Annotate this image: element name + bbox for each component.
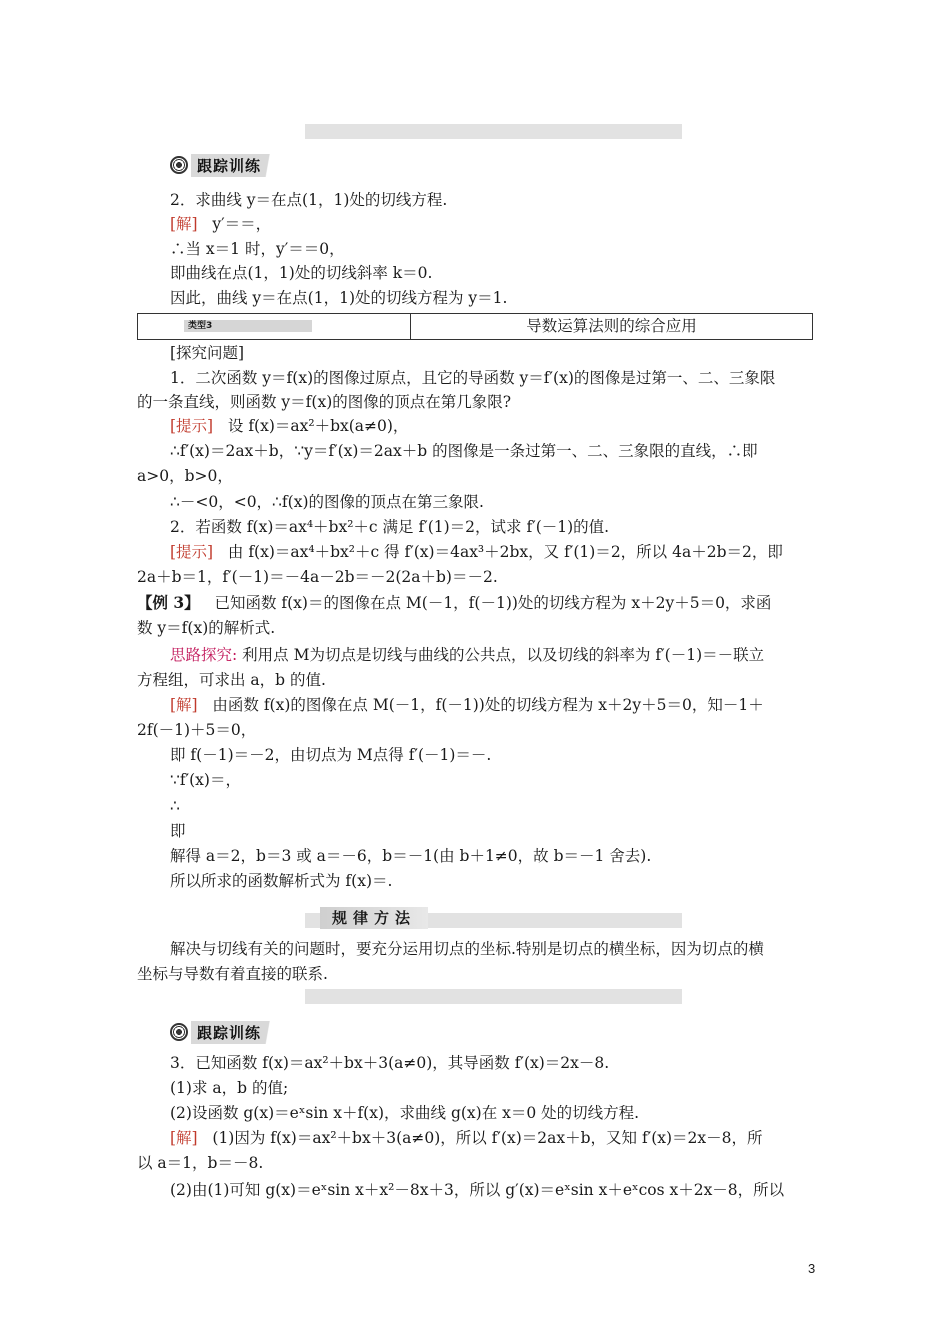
solution-line-1: [170, 213, 271, 235]
explore-q2: 2．若函数 f(x)＝ax⁴＋bx²＋c 满足 f′(1)＝2，试求 f′(－1)的值.: [170, 518, 610, 536]
think-line-1: [170, 644, 764, 666]
solution-line-4: 因此，曲线 y＝在点(1，1)处的切线方程为 y＝1.: [170, 289, 508, 307]
follow-up-badge-2: [170, 1021, 279, 1043]
think-label: 思路探究:: [170, 646, 238, 664]
solution-label: [解]: [170, 215, 198, 233]
question-3-part-2: (2)设函数 g(x)＝eˣsin x＋f(x)，求曲线 g(x)在 x＝0 处的切线方程.: [170, 1104, 640, 1122]
solution-text: y′＝＝，: [212, 215, 272, 233]
target-icon: [170, 1023, 188, 1041]
hint-label: [提示]: [170, 543, 214, 561]
example3-line-1: [137, 592, 771, 614]
divider-bar-top: [305, 124, 682, 139]
think-text: 利用点 M为切点是切线与曲线的公共点，以及切线的斜率为 f′(－1)＝－联立: [242, 646, 765, 664]
hint1-line-4: ∴－<0，<0，∴f(x)的图像的顶点在第三象限.: [170, 493, 484, 511]
question-3: 3．已知函数 f(x)＝ax²＋bx＋3(a≠0)，其导函数 f′(x)＝2x－8.: [170, 1054, 610, 1072]
rule-label: 规律方法: [320, 907, 428, 929]
example-solution-line-6: 即: [170, 822, 186, 840]
solution-line-2: ∴当 x＝1 时，y′＝＝0，: [170, 240, 345, 258]
example-solution-line-7: 解得 a＝2，b＝3 或 a＝－6，b＝－1(由 b＋1≠0，故 b＝－1 舍去).: [170, 847, 652, 865]
example-solution-line-8: 所以所求的函数解析式为 f(x)＝.: [170, 872, 393, 890]
type-title: 导数运算法则的综合应用: [526, 317, 697, 335]
target-icon: [170, 156, 188, 174]
hint1-line-2: ∴f′(x)＝2ax＋b，∵y＝f′(x)＝2ax＋b 的图像是一条过第一、二、三象限的直线，∴即: [170, 442, 758, 460]
page-number: 3: [808, 1261, 816, 1276]
type-tag: 类型3: [184, 320, 312, 332]
rule-text-2: 坐标与导数有着直接的联系.: [137, 965, 328, 983]
example-solution-line-3: 即 f(－1)＝－2，由切点为 M点得 f′(－1)＝－.: [170, 746, 492, 764]
example-text: 已知函数 f(x)＝的图像在点 M(－1，f(－1))处的切线方程为 x＋2y＋5＝0，求函: [214, 594, 772, 612]
hint1-line-1: [170, 415, 408, 437]
example3-line-2: 数 y＝f(x)的解析式.: [137, 619, 276, 637]
solution-text: 由函数 f(x)的图像在点 M(－1，f(－1))处的切线方程为 x＋2y＋5＝0，知－1＋: [212, 696, 764, 714]
type-header-box: [137, 313, 813, 340]
hint-text: 设 f(x)＝ax²＋bx(a≠0)，: [227, 417, 409, 435]
solution-label: [解]: [170, 696, 198, 714]
badge-label: 跟踪训练: [191, 154, 279, 177]
badge-label: 跟踪训练: [191, 1021, 279, 1044]
solution-label: [解]: [170, 1129, 198, 1147]
type-tag-cell: [138, 314, 411, 339]
q3-solution-line-3: (2)由(1)可知 g(x)＝eˣsin x＋x²－8x＋3，所以 g′(x)＝eˣsin x＋eˣcos x＋2x－8，所以: [170, 1181, 785, 1199]
hint2-line-2: 2a＋b＝1，f′(－1)＝－4a－2b＝－2(2a＋b)＝－2.: [137, 568, 498, 586]
explore-heading: [探究问题]: [170, 344, 245, 362]
example-solution-line-4: ∵f′(x)＝，: [170, 771, 241, 789]
example-label: 【例 3】: [137, 593, 200, 612]
solution-line-3: 即曲线在点(1，1)处的切线斜率 k＝0.: [170, 264, 433, 282]
solution-text: (1)因为 f(x)＝ax²＋bx＋3(a≠0)，所以 f′(x)＝2ax＋b，又知 f′(x)＝2x－8，所: [212, 1129, 763, 1147]
example-solution-line-5: ∴: [170, 797, 180, 815]
example-solution-line-1: [170, 694, 764, 716]
explore-q1-line-1: 1．二次函数 y＝f(x)的图像过原点，且它的导函数 y＝f′(x)的图像是过第一、二、三象限: [170, 369, 776, 387]
divider-bar-bottom: [305, 989, 682, 1004]
hint-text: 由 f(x)＝ax⁴＋bx²＋c 得 f′(x)＝4ax³＋2bx，又 f′(1)＝2，所以 4a＋2b＝2，即: [227, 543, 783, 561]
hint2-line-1: [170, 541, 783, 563]
q3-solution-line-2: 以 a＝1，b＝－8.: [137, 1154, 264, 1172]
rule-text-1: 解决与切线有关的问题时，要充分运用切点的坐标.特别是切点的横坐标，因为切点的横: [170, 940, 764, 958]
hint-label: [提示]: [170, 417, 214, 435]
hint1-line-3: a>0，b>0，: [137, 467, 233, 485]
q3-solution-line-1: [170, 1127, 763, 1149]
follow-up-badge-1: [170, 154, 279, 176]
question-3-part-1: (1)求 a，b 的值;: [170, 1079, 289, 1097]
explore-q1-line-2: 的一条直线，则函数 y＝f(x)的图像的顶点在第几象限?: [137, 393, 512, 411]
think-line-2: 方程组，可求出 a，b 的值.: [137, 671, 326, 689]
question-2: 2．求曲线 y＝在点(1，1)处的切线方程.: [170, 191, 448, 209]
example-solution-line-2: 2f(－1)＋5＝0，: [137, 721, 257, 739]
